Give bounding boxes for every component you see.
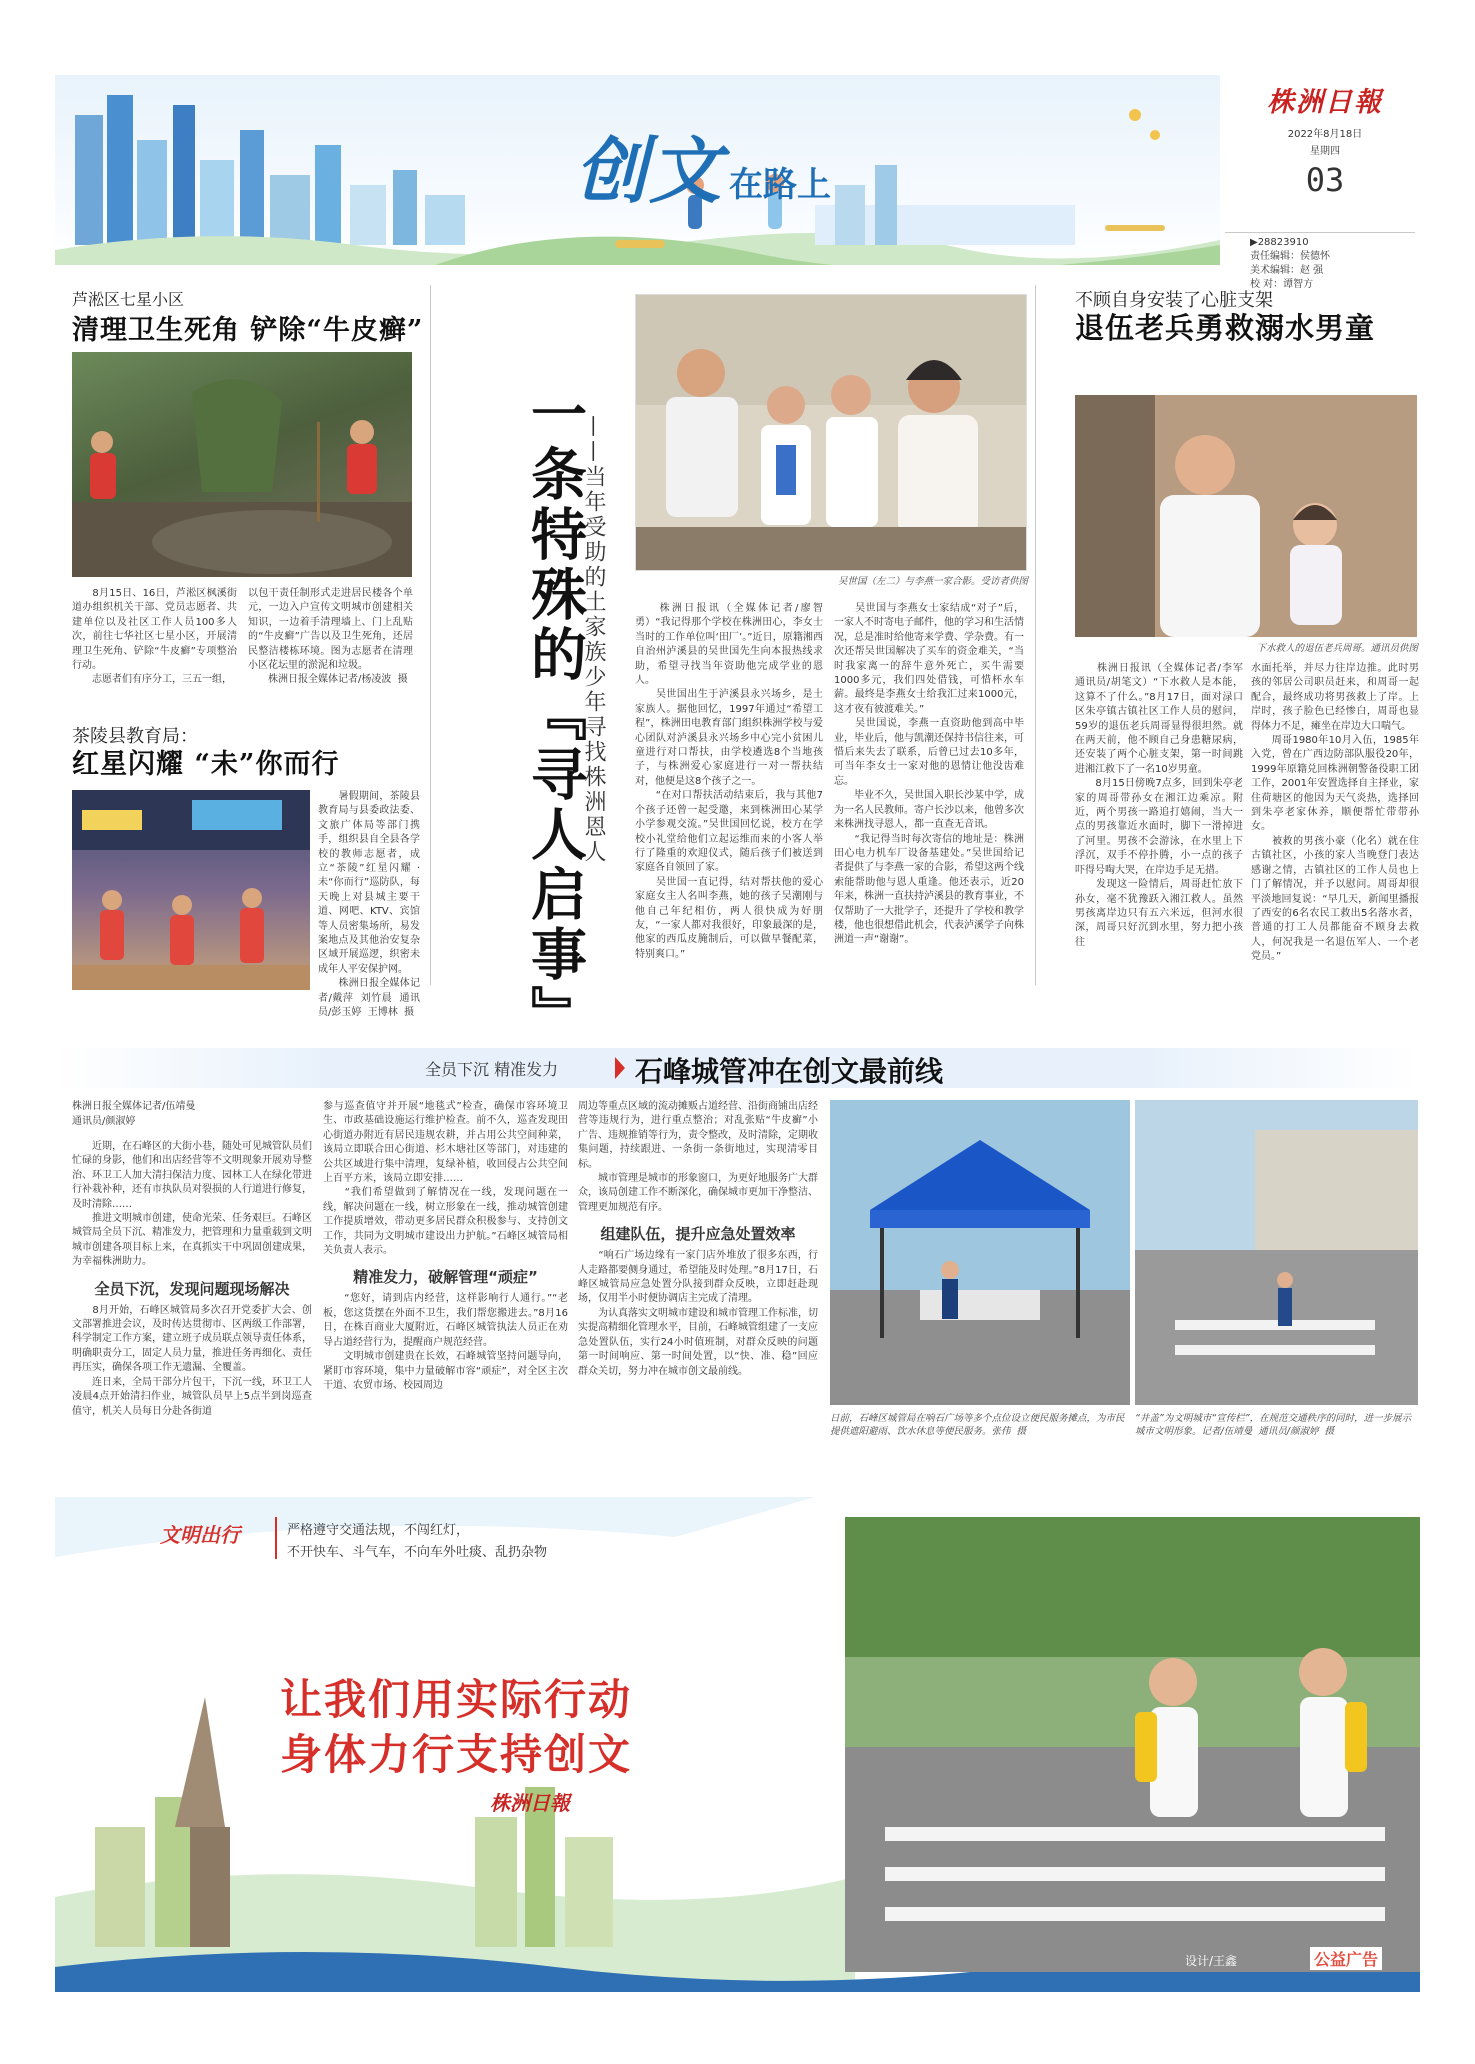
issue-date: 2022年8月18日 — [1287, 129, 1363, 140]
shifeng-byline-2: 通讯员/颜淑婷 — [72, 1116, 136, 1127]
public-ad — [55, 1497, 1420, 1992]
banner-title — [575, 113, 831, 217]
ad-line-1: 严格遵守交通法规，不闯红灯， — [287, 1523, 470, 1538]
shifeng-column-1 — [72, 1140, 312, 1419]
veteran-photo — [1075, 395, 1417, 637]
ad-line-2: 不开快车、斗气车，不向车外吐痰、乱扔杂物 — [287, 1545, 548, 1560]
veteran-col1: 株洲日报讯（全媒体记者/李军 通讯员/胡笔文）“下水救人是本能，这算不了什么。”8月17日，面对渌口区朱亭镇古镇社区工作人员的慰问，59岁的退伍老兵周哥显得很坦然。就在两天前，他不顾自己身患糖尿病，还安装了两个心脏支架，第一时间跳进湘江救下了一名10岁男童。 8月15日傍晚7点多，回到朱亭老家的周哥带孙女在湘江边乘凉。附近，两个男孩一路追打嬉闹，当大一点的男孩靠近水面时，脚下一滑掉进了河里。男孩不会游泳，在水里上下浮沉，双手不停扑腾，小一点的孩子吓得号啕大哭，在岸边手足无措。 发现这一险情后，周哥赶忙放下孙女，毫不犹豫跃入湘江救人。虽然男孩离岸边只有五六米远，但河水很深，周哥只好沉到水里，努力把小孩往 — [1075, 663, 1243, 948]
editor-credits — [1250, 236, 1430, 292]
page-number: 03 — [1305, 161, 1345, 199]
section-band-tagline: 全员下沉 精准发力 — [425, 1060, 559, 1079]
hotline: ▶28823910 — [1250, 237, 1309, 248]
redstar-kicker: 茶陵县教育局： — [72, 726, 198, 747]
shifeng-column-2 — [323, 1100, 568, 1393]
banner-title-main: 创文 — [575, 128, 724, 213]
banner-title-tail: 在路上 — [729, 165, 832, 205]
ad-paper-logo: 株洲日報 — [490, 1791, 570, 1815]
veteran-kicker: 不顾自身安装了心脏支架 — [1075, 290, 1273, 311]
shifeng-col1: 近期，在石峰区的大街小巷，随处可见城管队员们忙碌的身影，他们和出店经营等不文明现象开展劝导整治、环卫工人加大清扫保洁力度、园林工人在绿化带进行补栽补种，还有市执队员对裂损的人行道进行修复，及时清除…… 推进文明城市创建，使命光荣、任务艰巨。石峰区城管局全员下沉、精准发力，把管理和力量重载到文明城市创建各项目标上来，在真抓实干中巩固创建成果，为幸福株洲助力。 — [72, 1141, 312, 1268]
ad-slogan-2: 身体力行支持创文 — [280, 1730, 633, 1779]
cleanup-headline: 清理卫生死角 铲除“牛皮癣” — [72, 315, 424, 346]
column-divider-2 — [1035, 285, 1036, 985]
shifeng-photo-caption-left: 日前，石峰区城管局在响石广场等多个点位设立便民服务摊点，为市民提供遮阳避雨、饮水休息等便民服务。张伟 摄 — [830, 1413, 1125, 1437]
veteran-col2: 水面托举，并尽力往岸边推。此时男孩的邻居公司职员赶来，和周哥一起配合，最终成功将男孩救上了岸。上岸时，孩子脸色已经惨白，周哥也显得体力不足，瘫坐在岸边大口喘气。 周哥1980年10月入伍，1985年入党，曾在广西边防部队服役20年，1999年原籍兑回株洲朝警备役职工团工作，2001年安置选择自主择业，家住荷塘区的他因为天气炎热，选择回到朱亭老家休养，顺便帮忙带带孙女。 被救的男孩小豪（化名）就在住古镇社区，小孩的家人当晚登门表达感谢之情，古镇社区的工作人员也上门了解情况，并予以慰问。周哥却很平淡地回复说：“早几天，新闻里播报了西安的6名农民工救出5名落水者，普通的打工人员都能奋不顾身去救人，何况我是一名退伍军人、一个老党员。” — [1251, 663, 1419, 963]
cleanup-kicker: 芦淞区七星小区 — [72, 290, 185, 309]
shifeng-col3b: “响石广场边缘有一家门店外堆放了很多东西，行人走路都要侧身通过，希望能及时处理。”8月17日，石峰区城管局应急处置分队接到群众反映，立即赶赴现场，仅用半小时便协调店主完成了清理。 为认真落实文明城市建设和城市管理工作标准，切实提高精细化管理水平，目前，石峰城管组建了一支应急处置队伍，实行24小时值班制，对群众反映的问题第一时间响应、第一时间处置，以“快、准、稳”回应群众关切，努力冲在城市创文最前线。 — [578, 1250, 818, 1377]
ad-tag-divider — [275, 1517, 277, 1559]
ad-background-illustration — [55, 1497, 1420, 1992]
family-group-photo — [636, 295, 1026, 570]
ad-tag: 文明出行 — [160, 1523, 240, 1547]
ad-designer: 设计/王鑫 — [1185, 1954, 1238, 1968]
paper-name-logo: 株洲日報 — [1267, 87, 1383, 118]
service-tent-image — [830, 1100, 1130, 1405]
ad-public-label: 公益广告 — [1310, 1947, 1382, 1970]
editor-line: 责任编辑：侯德怀 — [1250, 251, 1330, 262]
feature-photo-caption: 吴世国（左二）与李燕一家合影。受访者供图 — [837, 576, 1028, 587]
shifeng-column-3 — [578, 1100, 818, 1379]
shifeng-photo-caption-right: “井盖”为文明城市“宣传栏”，在规范交通秩序的同时，进一步展示城市文明形象。记者/伍靖曼 通讯员/颜淑婷 摄 — [1135, 1413, 1412, 1437]
shifeng-subhead-1: 全员下沉，发现问题现场解决 — [94, 1279, 290, 1298]
cleanup-col1: 8月15日、16日，芦淞区枫溪街道办组织机关干部、党员志愿者、共建单位以及社区工作人员100多人次，前往七华社区七星小区，开展清理卫生死角、铲除“牛皮癣”专项整治行动。 志愿者们有序分工，三五一组， — [72, 588, 237, 686]
patrol-volunteers-image — [72, 790, 310, 990]
section-band-headline: 石峰城管冲在创文最前线 — [635, 1055, 944, 1088]
art-editor-line: 美术编辑：赵 强 — [1250, 265, 1324, 276]
feature-vertical-subtitle: ——当年受助的土家族少年寻找株洲恩人 — [581, 415, 606, 865]
feature-photo — [635, 294, 1027, 571]
feature-col1: 株洲日报讯（全媒体记者/廖智勇）“我记得那个学校在株洲田心，李女士当时的工作单位叫‘田厂’。”近日，原籍湘西自治州泸溪县的吴世国先生向本报热线求助，希望寻找当年资助他完成学业的恩人。 吴世国出生于泸溪县永兴场乡，是土家族人。据他回忆，1997年通过“希望工程”，株洲田电教育部门组织株洲学校与爱心团队对泸溪县永兴场乡中心完小贫困儿童进行对口帮扶，由学校遴选8个当地孩子，与株洲爱心家庭进行一对一帮扶结对，他便是这8个孩子之一。 “在对口帮扶活动结束后，我与其他7个孩子还曾一起受邀，来到株洲田心某学小学参观交流。”吴世国回忆说，校方在学校小礼堂给他们立起运维而来的小客人举行了隆重的欢迎仪式，随后孩子们被送到家庭各自领回了家。 吴世国一直记得，结对帮扶他的爱心家庭女主人名叫李燕，她的孩子吴潮刚与他自己年纪相仿，两人很快成为好朋友，“一家人都对我很好，印象最深的是，他家的西瓜皮腌制后，可以做早餐配菜，特别爽口。” — [635, 603, 823, 960]
shifeng-col1b: 8月开始，石峰区城管局多次召开党委扩大会、创文部署推进会议，及时传达贯彻市、区两级工作部署，科学制定工作方案，建立班子成员联点领导责任体系，明确职责分工，固定人员力量，推进任务再细化、责任再压实，确保各项工作无遗漏、全覆盖。 连日来，全局干部分片包干，下沉一线，环卫工人凌晨4点开始清扫作业，城管队员早上5点半到岗巡查值守，机关人员每日分赴各街道 — [72, 1304, 312, 1417]
veteran-photo-caption: 下水救人的退伍老兵周哥。通讯员供图 — [1256, 643, 1418, 654]
shifeng-byline-1: 株洲日报全媒体记者/伍靖曼 — [72, 1101, 196, 1112]
redstar-body: 暑假期间，茶陵县教育局与县委政法委、文旅广体局等部门携手，组织县自全县各学校的教师志愿者，成立“茶陵”红星闪耀 · 未“你而行”巡防队，每天晚上对县城主要干道、网吧、KTV、宾馆等人员密集场所，易发案地点及其他治安复杂区域开展巡逻，织密未成年人平安保护网。 株洲日报全媒体记者/戴萍 刘竹晨 通讯员/彭玉婷 王博林 摄 — [318, 791, 420, 1019]
section-band-marker — [615, 1057, 625, 1079]
cleanup-photo — [72, 352, 412, 577]
feature-vertical-title: 一条特殊的『寻人启事』 — [522, 385, 588, 1045]
masthead-banner — [55, 75, 1220, 265]
redstar-headline: 红星闪耀 “未”你而行 — [72, 749, 340, 780]
shifeng-col2b: “您好，请到店内经营，这样影响行人通行。”“老板，您这货摆在外面不卫生，我们帮您搬进去。”8月16日，在株百商业大厦附近，石峰区城管执法人员正在劝导占道经营行为，提醒商户规范经营。 文明城市创建贵在长效，石峰城管坚持问题导向，紧盯市容环境，集中力量破解市容“顽症”，对全区主次干道、农贸市场、校园周边 — [323, 1293, 568, 1391]
veteran-with-granddaughter-image — [1075, 395, 1417, 637]
proofreader-line: 校 对：谭智方 — [1250, 279, 1314, 290]
shifeng-col2: 参与巡查值守并开展“地毯式”检查，确保市容环境卫生、市政基础设施运行维护检查。前不久，巡查发现田心街道办附近有居民违规农耕，并占用公共空间种菜，该局立即联合田心街道、杉木塘社区等部门，对违建的公共区域进行集中清理，复绿补植，收回侵占公共空间上百平方米，该局立即安排…… “我们希望做到了解情况在一线，发现问题在一线，解决问题在一线，树立形象在一线，推动城管创建工作提质增效，带动更多居民群众积极参与、支持创文工作，共同为文明城市建设出力护航。”石峰区城管局相关负责人表示。 — [323, 1101, 568, 1257]
shifeng-subhead-2: 精准发力，破解管理“顽症” — [353, 1268, 538, 1287]
shifeng-subhead-3: 组建队伍，提升应急处置效率 — [600, 1225, 796, 1244]
redstar-photo — [72, 790, 310, 990]
masthead-divider — [1225, 232, 1415, 233]
feature-col2: 吴世国与李燕女士家结成“对子”后，一家人不时寄电子邮件，他的学习和生活情况，总是准时给他寄来学费、学杂费。有一次还帮吴世国解决了买车的资金难关，“当时我家离一的辞牛意外死亡，买牛需要1000多元，我们四处借钱，可惜杯水车薪。最终是李燕女士给我汇过来1000元，这才夜有彼渡难关。” 吴世国说，李燕一直资助他到高中毕业，毕业后，他与凯潮还保持书信往来，可惜后来失去了联系，后曾已过去10多年，可当年李女士一家对他的恩情让他没齿难忘。 毕业不久，吴世国入职长沙某中学，成为一名人民教师。寄户长沙以来，他曾多次来株洲找寻恩人，都一直查无音讯。 “我记得当时每次寄信的地址是：株洲田心电力机车厂设备基建处。”吴世国给记者提供了与李燕一家的合影，希望这两个线索能帮助他与恩人重逢。他还表示，近20年来，株洲一直扶持泸溪县的教育事业，不仅帮助了一大批学子，还提升了学校和教学楼，他也很想借此机会，代表泸溪学子向株洲道一声“谢谢”。 — [834, 603, 1024, 946]
volunteers-cleaning-image — [72, 352, 412, 577]
ad-slogan-1: 让我们用实际行动 — [280, 1675, 633, 1724]
street-crossing-image — [1135, 1100, 1418, 1405]
column-divider-1 — [430, 285, 431, 985]
issue-weekday: 星期四 — [1310, 146, 1340, 157]
shifeng-col3: 周边等重点区域的流动摊贩占道经营、沿街商铺出店经营等违规行为，进行重点整治；对乱张贴“牛皮癣”小广告、违规推销等行为，责令整改，及时清除，定期收集问题，持续跟进、一条街一条街地过，实现清零目标。 城市管理是城市的形象窗口，为更好地服务广大群众，该局创建工作不断深化，确保城市更加干净整洁、管理更加规范有序。 — [578, 1101, 818, 1213]
cleanup-col2: 以包干责任制形式走进居民楼各个单元，一边入户宣传文明城市创建相关知识，一边着手清理墙上、门上乱贴的“牛皮癣”广告以及卫生死角，还居民整洁楼栋环境。图为志愿者在清理小区花坛里的淤泥和垃圾。 株洲日报全媒体记者/杨凌波 摄 — [248, 588, 413, 686]
section-band — [55, 1048, 1420, 1088]
veteran-headline: 退伍老兵勇救溺水男童 — [1075, 311, 1376, 345]
shifeng-photo-left — [830, 1100, 1130, 1405]
shifeng-photo-right — [1135, 1100, 1418, 1405]
